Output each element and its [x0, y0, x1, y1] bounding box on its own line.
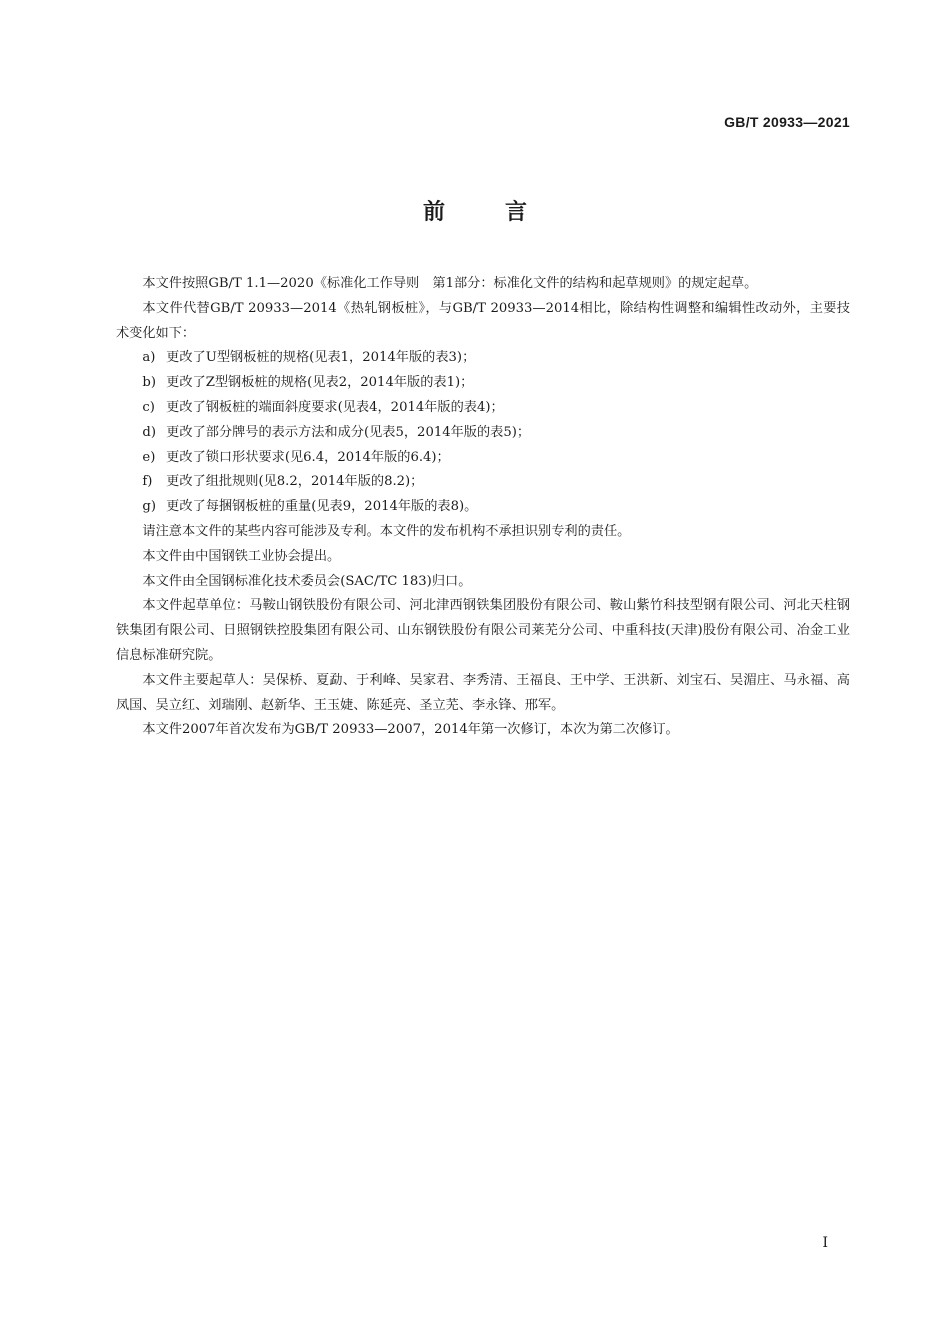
list-item-text: 更改了U型钢板桩的规格(见表1，2014年版的表3)； [166, 350, 476, 366]
list-marker: e) [142, 449, 156, 465]
list-item-text: 更改了每捆钢板桩的重量(见表9，2014年版的表8)。 [166, 499, 478, 515]
list-item [116, 495, 850, 520]
paragraph-history: 本文件2007年首次发布为GB/T 20933—2007，2014年第一次修订，本次为第二次修订。 [142, 722, 679, 738]
list-marker: b) [142, 375, 156, 391]
list-marker: a) [142, 350, 156, 366]
paragraph-replacement: 本文件代替GB/T 20933—2014《热轧钢板桩》，与GB/T 20933—2014相比，除结构性调整和编辑性改动外，主要技术变化如下： [116, 300, 850, 341]
list-item [116, 396, 850, 421]
title-char-2: 言 [505, 200, 528, 225]
list-item-text: 更改了钢板桩的端面斜度要求(见表4，2014年版的表4)； [166, 399, 504, 415]
list-marker: d) [142, 424, 156, 440]
list-item-text: 更改了Z型钢板桩的规格(见表2，2014年版的表1)； [166, 375, 474, 391]
page-number: I [822, 1235, 828, 1251]
paragraph-drafting-units: 本文件起草单位：马鞍山钢铁股份有限公司、河北津西钢铁集团股份有限公司、鞍山紫竹科技型钢有限公司、河北天柱钢铁集团有限公司、日照钢铁控股集团有限公司、山东钢铁股份有限公司莱芜分公司、中重科技(天津)股份有限公司、冶金工业信息标准研究院。 [116, 598, 850, 663]
list-item-text: 更改了组批规则(见8.2，2014年版的8.2)； [166, 474, 424, 490]
list-item [116, 446, 850, 471]
page-title [0, 195, 950, 226]
list-marker: g) [142, 499, 156, 515]
list-item [116, 371, 850, 396]
title-char-1: 前 [422, 200, 445, 225]
list-item-text: 更改了锁口形状要求(见6.4，2014年版的6.4)； [166, 449, 450, 465]
paragraph-proposer: 本文件由中国钢铁工业协会提出。 [142, 548, 341, 564]
list-marker: c) [142, 399, 155, 415]
paragraph-technical-committee: 本文件由全国钢标准化技术委员会(SAC/TC 183)归口。 [142, 573, 472, 589]
paragraph-drafters: 本文件主要起草人：吴保桥、夏勐、于利峰、吴家君、李秀清、王福良、王中学、王洪新、刘宝石、吴湄庄、马永福、高凤国、吴立红、刘瑞刚、赵新华、王玉婕、陈延亮、圣立芜、李永锋、邢军。 [116, 672, 850, 713]
paragraph-drafting-rules: 本文件按照GB/T 1.1—2020《标准化工作导则 第1部分：标准化文件的结构和起草规则》的规定起草。 [142, 276, 758, 291]
foreword-body [116, 272, 850, 743]
list-item [116, 470, 850, 495]
paragraph-patent-notice: 请注意本文件的某些内容可能涉及专利。本文件的发布机构不承担识别专利的责任。 [142, 523, 631, 539]
list-item-text: 更改了部分牌号的表示方法和成分(见表5，2014年版的表5)； [166, 424, 531, 440]
list-marker: f) [142, 474, 153, 490]
document-code: GB/T 20933—2021 [724, 114, 850, 130]
list-item [116, 421, 850, 446]
list-item [116, 346, 850, 371]
